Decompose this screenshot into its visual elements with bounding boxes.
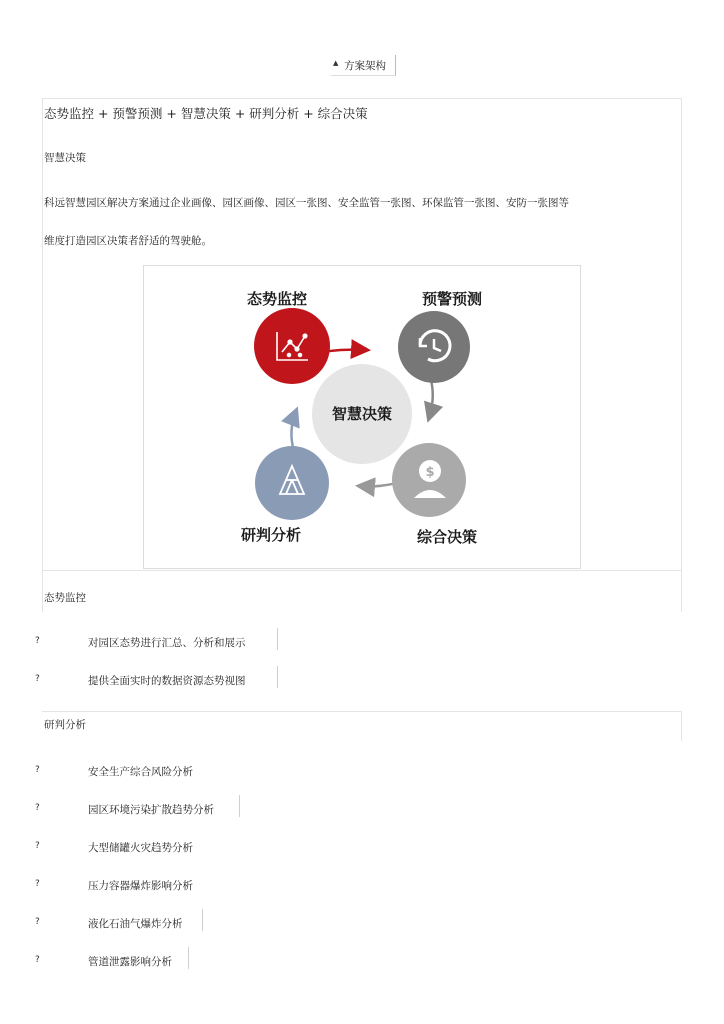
diagram-frame — [143, 265, 581, 569]
section-analysis-top-line — [42, 711, 682, 712]
intro-paragraph-line-1: 科远智慧园区解决方案通过企业画像、园区画像、园区一张图、安全监管一张图、环保监管一张图、安防一张图等 — [44, 197, 569, 209]
node-decision-label: 综合决策 — [416, 528, 478, 546]
frame-left-line — [42, 98, 43, 612]
section-monitoring-top-line — [42, 570, 682, 571]
bullet-icon: ? — [35, 879, 40, 889]
node-analysis — [255, 446, 329, 520]
bullet-icon: ? — [35, 803, 40, 813]
svg-text:$: $ — [425, 465, 435, 480]
node-monitoring — [254, 308, 330, 384]
cell-divider — [277, 628, 278, 650]
bullet-icon: ? — [35, 636, 40, 646]
list-item: 提供全面实时的数据资源态势视图 — [88, 675, 246, 687]
cell-divider — [202, 909, 203, 931]
intro-paragraph-line-2: 维度打造园区决策者舒适的驾驶舱。 — [44, 235, 212, 247]
center-label: 智慧决策 — [331, 405, 393, 423]
decision-cycle-diagram — [144, 266, 580, 568]
caption-text: 方案架构 — [344, 60, 386, 72]
cell-divider — [239, 795, 240, 817]
list-item: 园区环境污染扩散趋势分析 — [88, 804, 214, 816]
section-subtitle: 智慧决策 — [44, 152, 86, 164]
node-monitoring-label: 态势监控 — [246, 290, 308, 308]
frame-right-line — [681, 98, 682, 612]
node-analysis-label: 研判分析 — [240, 526, 302, 544]
list-item: 对园区态势进行汇总、分析和展示 — [88, 637, 246, 649]
frame-top-line — [42, 98, 682, 99]
bullet-icon: ? — [35, 917, 40, 927]
caption-arrow-icon: ▲ — [333, 59, 339, 67]
list-item: 管道泄露影响分析 — [88, 956, 172, 968]
bullet-icon: ? — [35, 955, 40, 965]
node-warning-label: 预警预测 — [421, 290, 483, 308]
list-item: 液化石油气爆炸分析 — [88, 918, 183, 930]
list-item: 安全生产综合风险分析 — [88, 766, 193, 778]
caption-box — [331, 55, 396, 76]
bullet-icon: ? — [35, 841, 40, 851]
list-item: 大型储罐火灾趋势分析 — [88, 842, 193, 854]
cell-divider — [277, 666, 278, 688]
section-monitoring-title: 态势监控 — [44, 592, 86, 604]
section-monitoring-right-line — [681, 570, 682, 612]
cell-divider — [188, 947, 189, 969]
bullet-icon: ? — [35, 674, 40, 684]
list-item: 压力容器爆炸影响分析 — [88, 880, 193, 892]
page-title: 态势监控 + 预警预测 + 智慧决策 + 研判分析 + 综合决策 — [44, 106, 368, 121]
section-analysis-right-line — [681, 711, 682, 741]
section-analysis-title: 研判分析 — [44, 719, 86, 731]
bullet-icon: ? — [35, 765, 40, 775]
